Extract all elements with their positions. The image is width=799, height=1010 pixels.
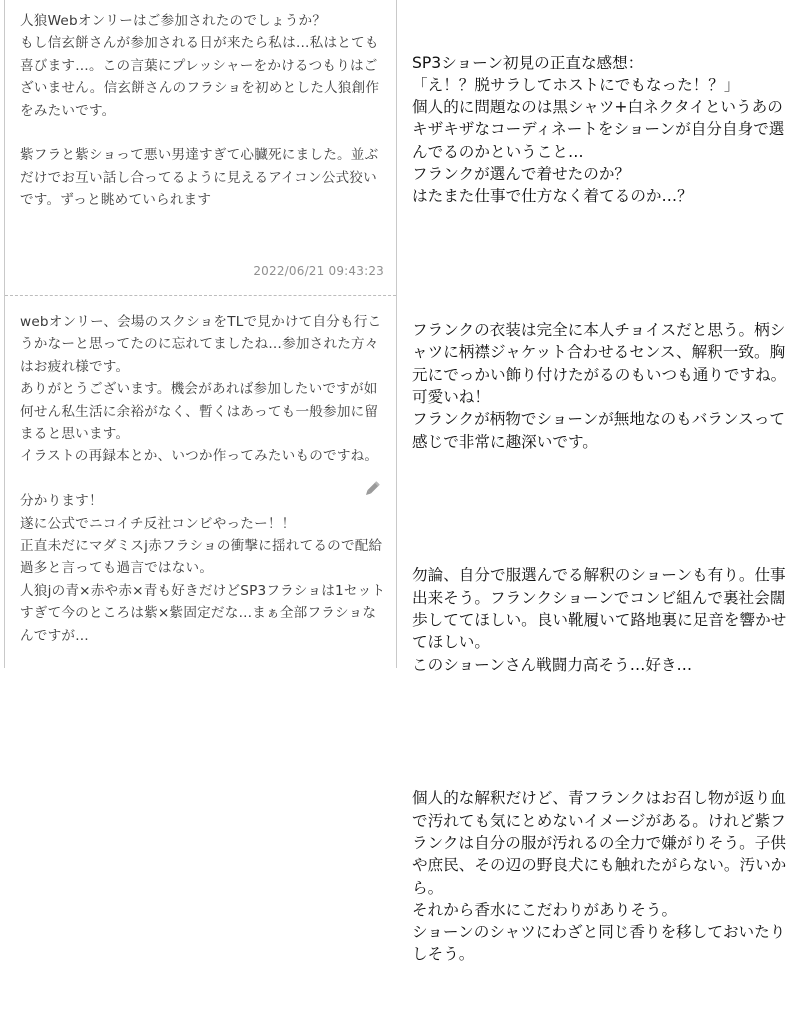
message-thread-panel: [0, 0, 397, 711]
thoughts-paragraph: フランクの衣装は完全に本人チョイスだと思う。柄シャツに柄襟ジャケット合わせるセンス、解釈一致。胸元にでっかい飾り付けたがるのもいつも通りですね。可愛いね！ フランクが柄物でショーンが無地なのもバランスって感じで非常に趣深いです。: [412, 321, 787, 451]
reply-card: [5, 296, 396, 668]
panel-border-right: [396, 0, 397, 668]
pencil-icon: [361, 478, 383, 500]
reply-text: webオンリー、会場のスクショをTLで見かけて自分も行こうかなーと思ってたのに忘れてましたね…参加された方々はお疲れ様です。 ありがとうございます。機会があれば参加したいですが如何せん私生活に余裕がなく、暫くはあっても一般参加に留まると思います。 イラストの再録本とか、いつか作ってみたいものですね。 分かります！ 遂に公式でニコイチ反社コンビやったー！！ 正直未だにマダミスj赤フラショの衝撃に揺れてるので配給過多と言っても過言ではない。 人狼jの青×赤や赤×青も好きだけどSP3フラショは1セットすぎて今のところは紫×紫固定だな…まぁ全部フラショなんですが…: [20, 314, 386, 644]
thoughts-paragraph: SP3ショーン初見の正直な感想： 「え！？脱サラしてホストにでもなった！？」 個人的に問題なのは黒シャツ+白ネクタイというあのキザキザなコーディネートをショーンが自分自身で選んでるのかということ… フランクが選んで着せたのか？ はたまた仕事で仕方なく着てるのか…？: [412, 53, 785, 206]
thoughts-paragraph: 個人的な解釈だけど、青フランクはお召し物が返り血で汚れても気にとめないイメージがある。けれど紫フランクは自分の服が汚れるの全力で嫌がりそう。子供や庶民、その辺の野良犬にも触れたがらない。汚いから。 それから香水にこだわりがありそう。 ショーンのシャツにわざと同じ香りを移しておいたりしそう。: [412, 789, 787, 964]
paragraph-gap: [412, 498, 794, 520]
message-text: 人狼Webオンリーはご参加されたのでしょうか？ もし信玄餅さんが参加される日が来たら私は…私はとても喜びます…。この言葉にプレッシャーをかけるつもりはございません。信玄餅さんのフラショを初めとした人狼創作をみたいです。 紫フラと紫ショって悪い男達すぎて心臓死にました。並ぶだけでお互い話し合ってるように見えるアイコン公式狡いです。ずっと眺めていられます: [20, 13, 380, 209]
thoughts-panel: [404, 0, 799, 964]
message-card: [5, 0, 396, 295]
paragraph-gap: [412, 721, 794, 743]
message-timestamp: 2022/06/21 09:43:23: [253, 264, 384, 278]
thoughts-paragraph: 勿論、自分で服選んでる解釈のショーンも有り。仕事出来そう。フランクショーンでコンビ組んで裏社会闊歩しててほしい。良い靴履いて路地裏に足音を響かせてほしい。 このショーンさん戦闘力高そう…好き…: [412, 566, 787, 674]
edit-reply-button[interactable]: [361, 478, 383, 500]
paragraph-gap: [412, 252, 794, 274]
thoughts-text: [412, 7, 794, 1010]
